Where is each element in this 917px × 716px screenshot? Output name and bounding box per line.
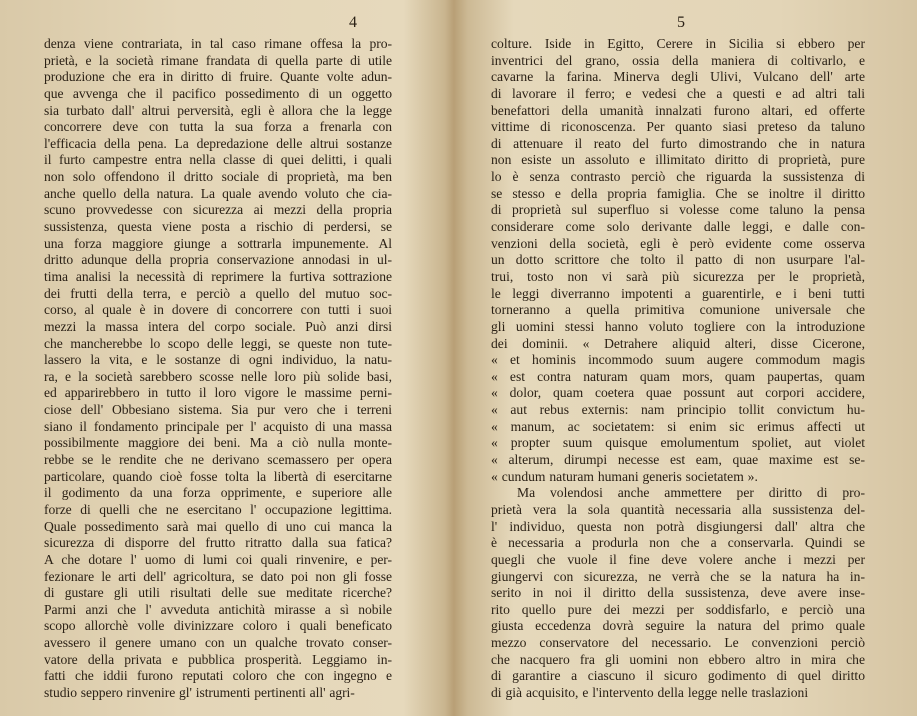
text-line: fatti che iddii furono reputati coloro che con ingegno e <box>44 668 392 684</box>
text-line: lo è senza contrasto perciò che riguarda la sussistenza di <box>491 169 865 185</box>
right-page <box>491 14 865 702</box>
text-line: forze di quelli che ne esercitano l' occupazione legittima. <box>44 501 392 517</box>
text-line: corso, al quale è in dovere di concorrere con tutti i suoi <box>44 302 392 318</box>
text-line: giungervi con sicurezza, ne verrà che se la natura ha in- <box>491 568 865 584</box>
text-line: « et hominis incommodo suum augere commodum magis <box>491 352 865 368</box>
text-line: sicurezza di disporre del frutto ritratto dalla sua fatica? <box>44 535 392 551</box>
right-page-text <box>491 36 865 702</box>
text-line: tima analisi la necessità di reprimere la furtiva sottrazione <box>44 268 392 284</box>
text-line: torneranno a quella primitiva comunione universale che <box>491 302 865 318</box>
text-line: scopo allorchè volle divinizzare coloro i quali beneficato <box>44 618 392 634</box>
text-line: dei frutti della terra, e perciò a quello del mutuo soc- <box>44 285 392 301</box>
text-line: mezzi la massa intera del corpo sociale. Può anzi dirsi <box>44 318 392 334</box>
text-line: di gustare gli utili risultati delle sue meditate ricerche? <box>44 585 392 601</box>
text-line: venzioni della società, egli è però evidente come osserva <box>491 235 865 251</box>
text-line: siano il fondamento principale per l' acquisto di una massa <box>44 418 392 434</box>
text-line: quegli che vuole il fine deve volere anche i mezzi per <box>491 551 865 567</box>
text-line: che nacquero fra gli uomini non ebbero altro in mira che <box>491 651 865 667</box>
text-line: Parmi anzi che l' avveduta antichità mirasse a sì nobile <box>44 601 392 617</box>
text-line: prietà vera la sola quantità necessaria alla sussistenza del- <box>491 501 865 517</box>
text-line: lassero la vita, e le sostanze di ogni individuo, la natu- <box>44 352 392 368</box>
text-line: giusta eccedenza dovrà seguire la natura del primo quale <box>491 618 865 634</box>
text-line: benefattori della umanità innalzati furono altari, ed offerte <box>491 102 865 118</box>
text-line: di attenuare il reato del furto dimostrando che in natura <box>491 135 865 151</box>
text-line: il furto campestre entra nella classe di quei delitti, i quali <box>44 152 392 168</box>
text-line: colture. Iside in Egitto, Cerere in Sicilia si ebbero per <box>491 36 865 51</box>
text-line: mezzo conservatore del necessario. Le convenzioni perciò <box>491 635 865 651</box>
text-line: trui, tosto non vi sarà più sicurezza per le proprietà, <box>491 268 865 284</box>
text-line: « dolor, quam coetera quae possunt aut corpori accidere, <box>491 385 865 401</box>
text-line: sia turbato dall' altrui perversità, egli è allora che la legge <box>44 102 392 118</box>
text-line: di garantire a ciascuno il sicuro godimento di quel diritto <box>491 668 865 684</box>
text-line: « aut rebus externis: nam principio tollit convictum hu- <box>491 402 865 418</box>
text-line: scuno provvedesse con sicurezza ai mezzi della propria <box>44 202 392 218</box>
text-line: « alterum, dirumpi necesse est eam, quae maxime est se- <box>491 452 865 468</box>
text-line: prietà, e la società rimane frandata di quella parte di utile <box>44 52 392 68</box>
text-line: ciose dell' Obbesiano sistema. Sia pur vero che i terreni <box>44 402 392 418</box>
text-line: anche quello della natura. La quale avendo voluto che cia- <box>44 185 392 201</box>
text-line: le leggi diverranno impotenti a guarentirle, e i beni tutti <box>491 285 865 301</box>
text-line: dei dominii. « Detrahere aliquid alteri, disse Cicerone, <box>491 335 865 351</box>
text-line: studio seppero rinvenire gl' istrumenti pertinenti all' agri- <box>44 684 355 700</box>
page-number-right: 5 <box>677 14 686 31</box>
text-line: considerare come solo derivante dalle leggi, e dalle con- <box>491 219 865 235</box>
text-line: « cundum naturam humani generis societatem ». <box>491 468 758 484</box>
text-line: Ma volendosi anche ammettere per diritto di pro- <box>517 485 865 501</box>
text-line: non esiste un assoluto e illimitato diritto di proprietà, pure <box>491 152 865 168</box>
text-line: que avvenga che il pacifico possedimento di un oggetto <box>44 85 392 101</box>
text-line: « manum, ac societatem: si enim sic erimus affecti ut <box>491 418 865 434</box>
text-line: particolare, quando cioè fosse tolta la libertà di esercitarne <box>44 468 392 484</box>
text-line: una forza maggiore giunge a sottrarla impunemente. Al <box>44 235 392 251</box>
text-line: concorrere deve con tutta la sua forza a frenarla con <box>44 119 392 135</box>
text-line: dritto adunque della propria conservazione annodasi in ul- <box>44 252 392 268</box>
text-line: rito quello pure dei mezzi per soddisfarlo, e perciò una <box>491 601 865 617</box>
text-line: possibilmente maggiore dei beni. Ma a ciò nulla monte- <box>44 435 392 451</box>
text-line: vittime di riconoscenza. Per quanto siasi preteso da taluno <box>491 119 865 135</box>
text-line: l'efficacia della pena. La depredazione delle altrui sostanze <box>44 135 392 151</box>
text-line: l' individuo, questa non potrà disgiungersi dall' altra che <box>491 518 865 534</box>
text-line: denza viene contrariata, in tal caso rimane offesa la pro- <box>44 36 392 51</box>
text-line: serito in noi il diritto della sussistenza, deve avere inse- <box>491 585 865 601</box>
text-line: « est contra naturam quam mors, quam paupertas, quam <box>491 368 865 384</box>
text-line: avessero il genere umano con un qualche trovato conser- <box>44 635 392 651</box>
text-line: cavarne la farina. Minerva degli Ulivi, Vulcano dell' arte <box>491 69 865 85</box>
text-line: produzione che era in diritto di fruire. Quante volte adun- <box>44 69 392 85</box>
text-line: è necessaria a produrla non che a conservarla. Quindi se <box>491 535 865 551</box>
text-line: « propter suum quisque emolumentum spoliet, aut violet <box>491 435 865 451</box>
text-line: un dotto scrittore che tolto il patto di non usurpare l'al- <box>491 252 865 268</box>
text-line: il godimento da una forza opprimente, e superiore alle <box>44 485 392 501</box>
text-line: vatore della privata e pubblica prosperità. Leggiamo in- <box>44 651 392 667</box>
text-line: gli uomini stessi hanno voluto togliere con la introduzione <box>491 318 865 334</box>
text-line: A che dotare l' uomo di lumi coi quali rinvenire, e per- <box>44 551 392 567</box>
left-page <box>44 14 392 702</box>
text-line: ra, e la società sarebbero scosse nelle loro più solide basi, <box>44 368 392 384</box>
text-line: sussistenza, questa viene posta a rischio di perdersi, se <box>44 219 392 235</box>
text-line: inventrici del grano, ossia della maniera di coltivarlo, e <box>491 52 865 68</box>
text-line: rebbe se le rendite che ne derivano scemassero per opera <box>44 452 392 468</box>
text-line: fezionare le arti dell' agricoltura, se dato poi non gli fosse <box>44 568 392 584</box>
text-line: se stesso e della propria famiglia. Che se inoltre il diritto <box>491 185 865 201</box>
text-line: di proprietà sul superfluo si volesse come taluno la pensa <box>491 202 865 218</box>
text-line: di già acquisito, e l'intervento della legge nelle traslazioni <box>491 684 809 700</box>
text-line: di lavorare il ferro; e vedesi che a questi e ad altri tali <box>491 85 865 101</box>
left-page-text <box>44 36 392 702</box>
text-line: che mancherebbe lo scopo delle leggi, se queste non tute- <box>44 335 392 351</box>
text-line: ed apparirebbero in tutto il loro vigore le massime perni- <box>44 385 392 401</box>
text-line: Quale possedimento sarà mai quello di uno cui manca la <box>44 518 392 534</box>
page-number-left: 4 <box>349 14 358 31</box>
text-line: non solo offendono il dritto sociale di proprietà, ma ben <box>44 169 392 185</box>
